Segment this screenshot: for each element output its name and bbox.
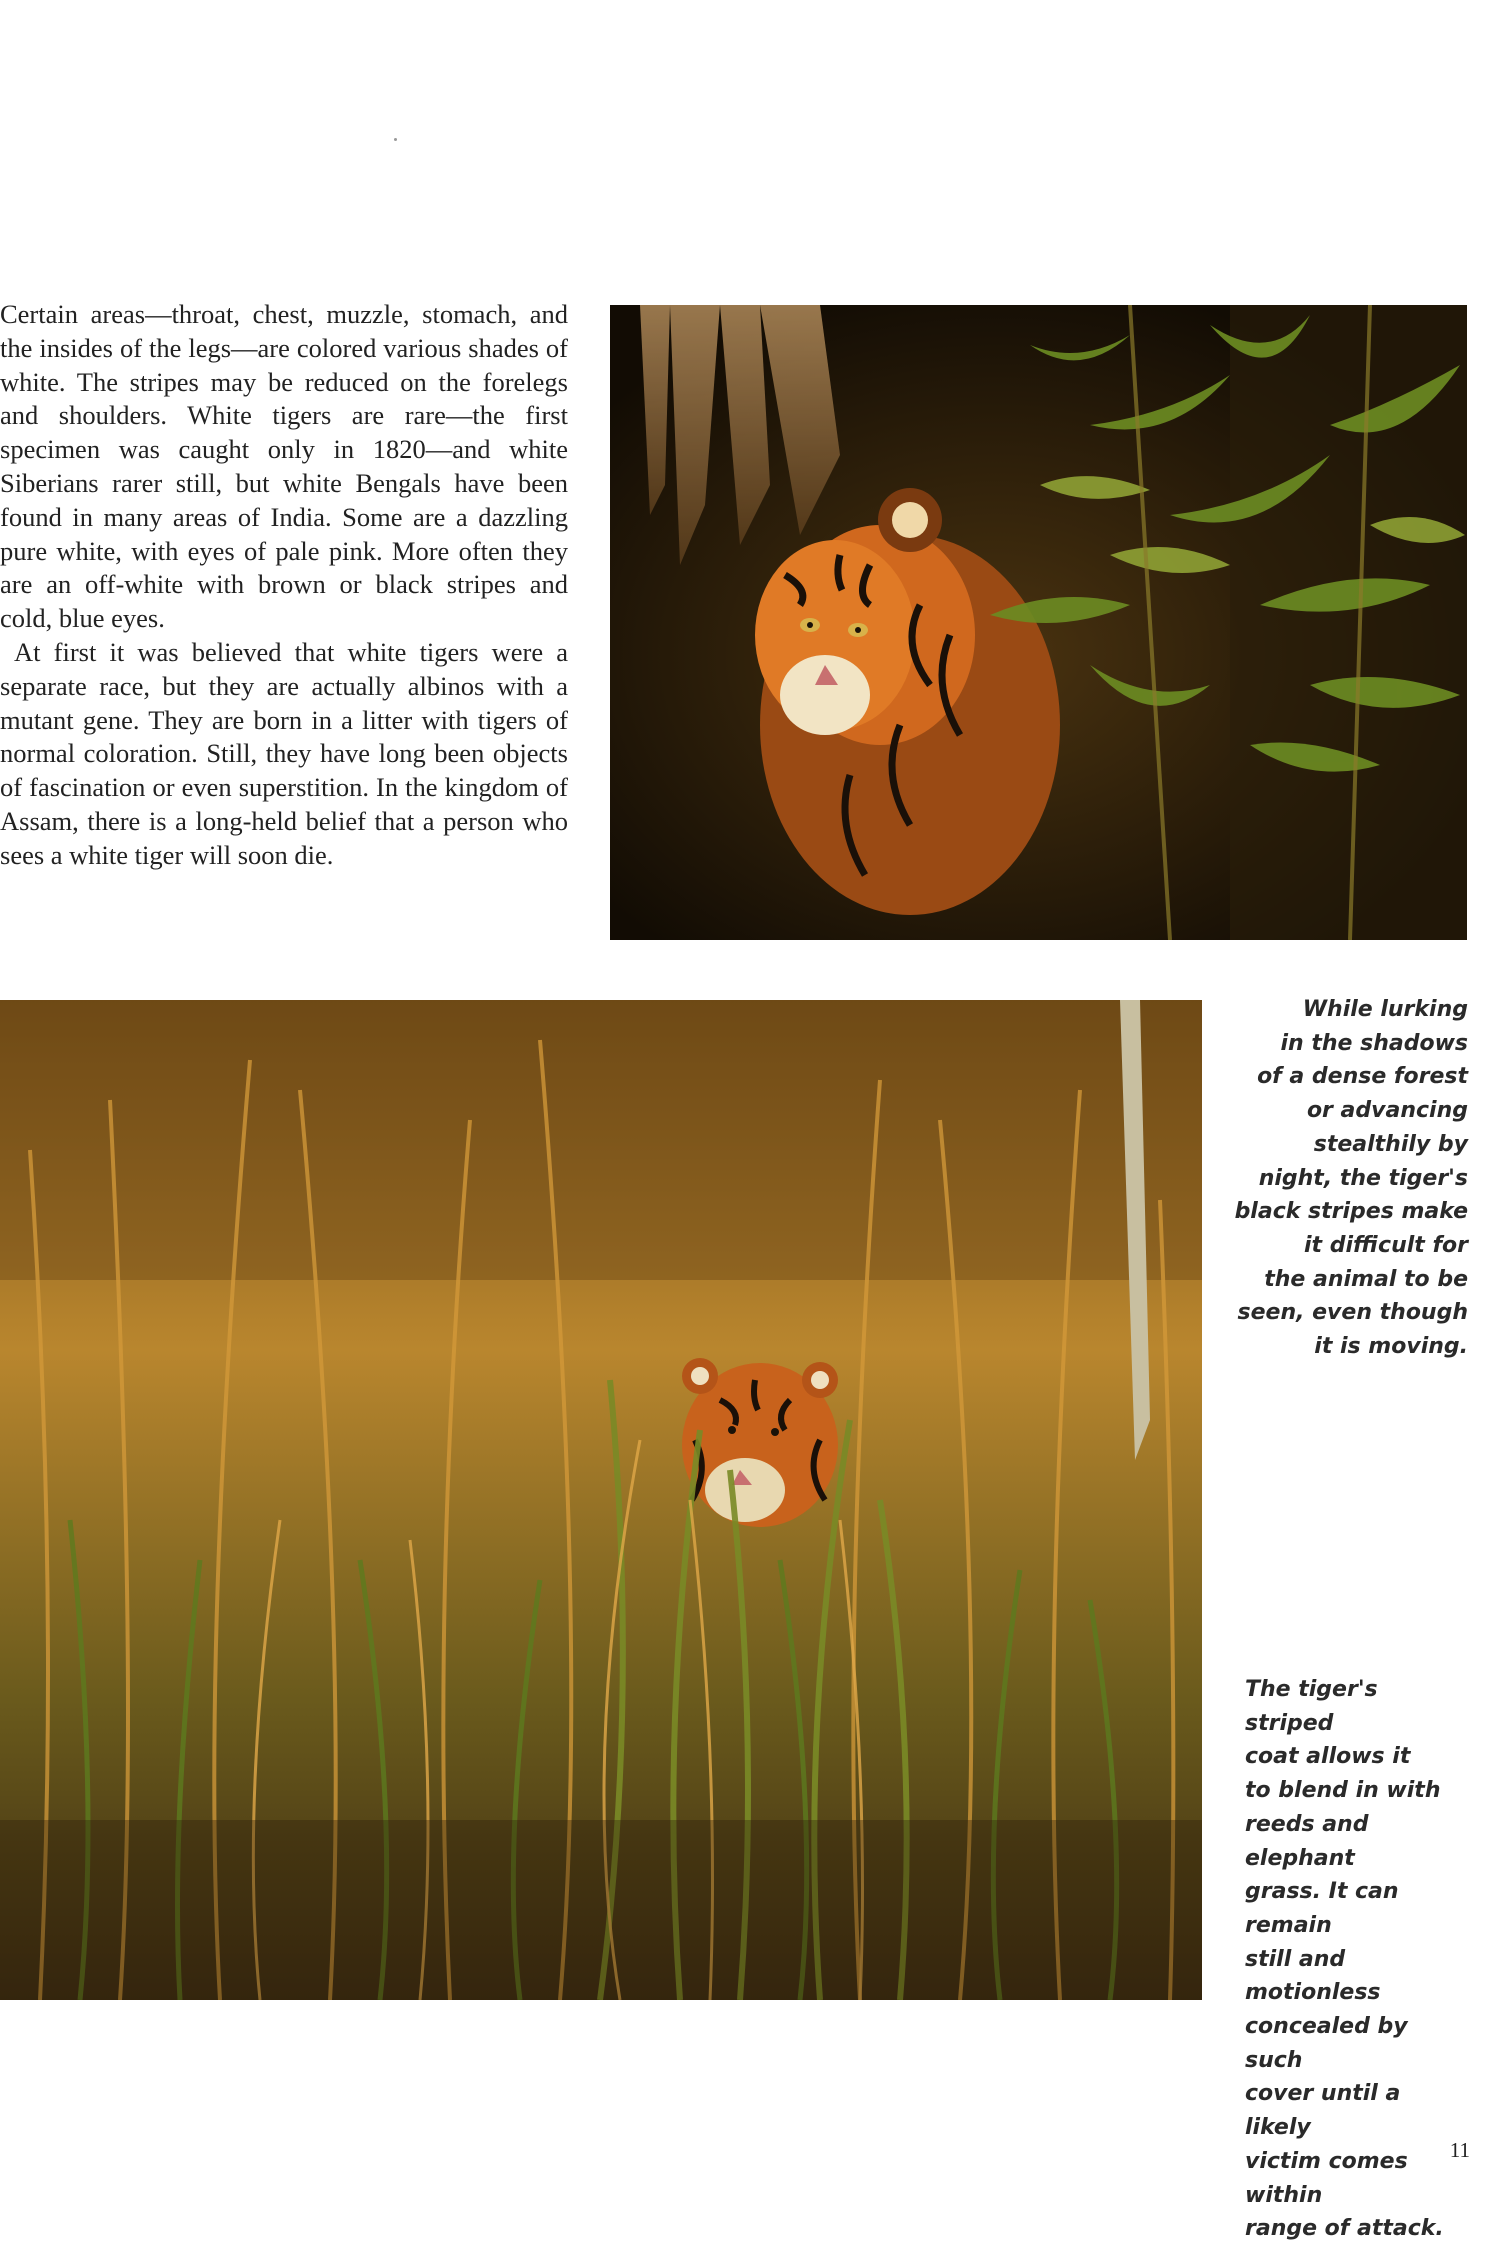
page-number: 11 xyxy=(1449,2138,1470,2162)
photo-caption-top: While lurking in the shadows of a dense forest or advancing stealthily by night, the tiger's black stripes make it difficult for the animal to be seen, even though it is moving. xyxy=(1234,997,1468,1360)
print-speck xyxy=(394,138,397,141)
photo-tiger-in-grass xyxy=(0,1000,1202,2000)
article-paragraph: At first it was believed that white tigers were a separate race, but they are actually albinos with a mutant gene. They are born in a litter with tigers of normal coloration. Still, they have long been objects of fascination or even superstition. In the kingdom of Assam, there is a long-held belief that a person who sees a white tiger will soon die. xyxy=(0,636,568,870)
photo-caption-bottom: The tiger's striped coat allows it to blend in with reeds and elephant grass. It can remain still and motionless concealed by such cover until a likely victim comes within range of attack. xyxy=(1245,1677,1444,2242)
article-paragraph: Certain areas—throat, chest, muzzle, stomach, and the insides of the legs—are colored various shades of white. The stripes may be reduced on the forelegs and shoulders. White tigers are rare—the first specimen was caught only in 1820—and white Siberians rarer still, but white Bengals have been found in many areas of India. Some are a dazzling pure white, with eyes of pale pink. More often they are an off-white with brown or black stripes and cold, blue eyes. xyxy=(0,299,568,634)
tiger-grass-illustration xyxy=(0,1000,1202,2000)
tiger-bamboo-illustration xyxy=(610,305,1467,940)
article-body xyxy=(0,298,568,873)
photo-tiger-in-bamboo xyxy=(610,305,1467,940)
